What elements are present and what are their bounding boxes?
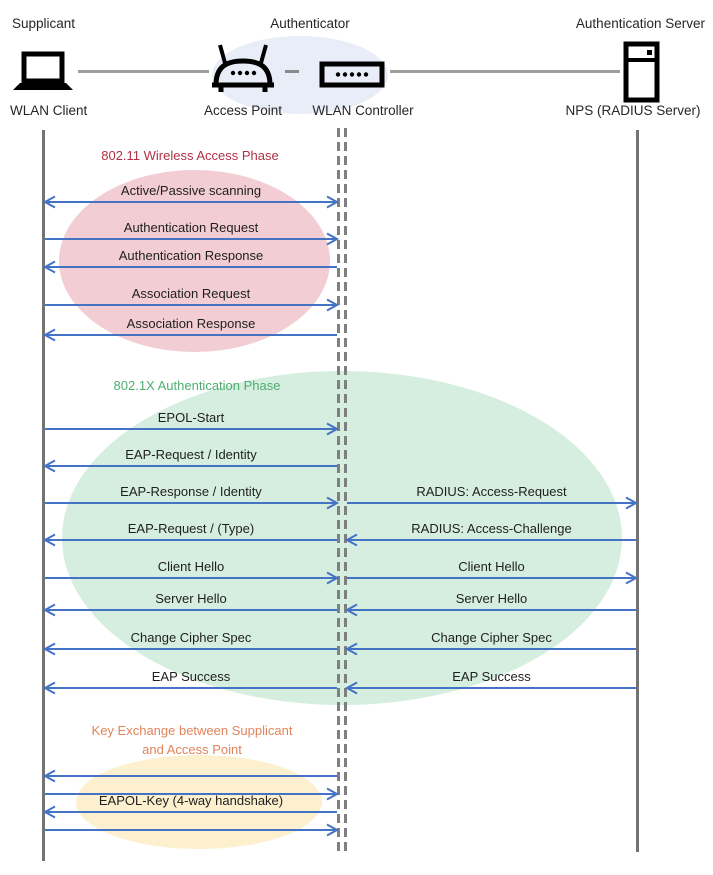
message-label: Server Hello bbox=[155, 591, 227, 606]
phase3-ellipse bbox=[76, 755, 322, 849]
arrowhead-left bbox=[45, 644, 55, 655]
phase1-ellipse bbox=[59, 170, 330, 352]
message-label: Server Hello bbox=[455, 591, 528, 606]
message-label: EAP Success bbox=[452, 669, 531, 684]
arrowhead-left bbox=[45, 683, 55, 694]
device-label-wlan-controller: WLAN Controller bbox=[312, 103, 414, 118]
arrowhead-left bbox=[45, 262, 55, 273]
device-label-access-point: Access Point bbox=[203, 103, 283, 118]
arrowhead-right bbox=[626, 498, 636, 509]
message-label: Change Cipher Spec bbox=[130, 630, 252, 645]
message-label: Client Hello bbox=[458, 559, 525, 574]
message-label: Association Request bbox=[131, 286, 251, 301]
role-label-supplicant: Supplicant bbox=[12, 16, 76, 31]
arrowhead-left bbox=[45, 330, 55, 341]
lifeline-wlan-client bbox=[42, 130, 45, 861]
arrowhead-left bbox=[45, 461, 55, 472]
connector-controller-to-server bbox=[390, 70, 620, 73]
phase2-title: 802.1X Authentication Phase bbox=[113, 378, 281, 393]
arrowhead-left bbox=[45, 807, 55, 818]
role-label-authenticator: Authenticator bbox=[270, 16, 350, 31]
message-label: EAP-Request / (Type) bbox=[127, 521, 255, 536]
wlan-controller-icon bbox=[319, 61, 385, 93]
message-label: EPOL-Start bbox=[157, 410, 225, 425]
device-label-nps: NPS (RADIUS Server) bbox=[565, 103, 701, 118]
message-label: EAP-Request / Identity bbox=[125, 447, 257, 462]
server-icon bbox=[622, 41, 664, 108]
arrowhead-left bbox=[45, 535, 55, 546]
message-label: Authentication Request bbox=[123, 220, 259, 235]
arrowhead-right bbox=[327, 300, 337, 311]
arrowhead-right bbox=[327, 234, 337, 245]
message-label: Association Response bbox=[126, 316, 256, 331]
phase3-title: Key Exchange between Supplicant and Access Point bbox=[91, 723, 293, 757]
connector-ap-to-controller bbox=[285, 70, 299, 73]
lifeline-wlan-controller-dash-2 bbox=[344, 128, 347, 852]
role-label-authentication-server: Authentication Server bbox=[575, 16, 705, 31]
laptop-icon bbox=[11, 51, 75, 96]
connector-client-to-ap bbox=[78, 70, 209, 73]
arrowhead-left bbox=[45, 605, 55, 616]
message-label: EAPOL-Key (4-way handshake) bbox=[98, 793, 284, 808]
message-label: EAP-Response / Identity bbox=[120, 484, 262, 499]
arrowhead-right bbox=[327, 825, 337, 836]
phase2-ellipse bbox=[62, 371, 622, 705]
message-label: Change Cipher Spec bbox=[431, 630, 552, 645]
message-label: EAP Success bbox=[151, 669, 231, 684]
arrowhead-right bbox=[327, 789, 337, 800]
lifeline-wlan-controller-dash-1 bbox=[337, 128, 340, 852]
message-label: RADIUS: Access-Challenge bbox=[411, 521, 572, 536]
message-label: Active/Passive scanning bbox=[120, 183, 262, 198]
arrowhead-left bbox=[45, 197, 55, 208]
lifeline-nps-server bbox=[636, 130, 639, 852]
phase1-title: 802.11 Wireless Access Phase bbox=[101, 148, 279, 163]
message-label: Authentication Response bbox=[118, 248, 264, 263]
access-point-icon bbox=[209, 42, 277, 101]
message-label: Client Hello bbox=[157, 559, 225, 574]
arrowhead-right bbox=[327, 197, 337, 208]
arrowhead-right bbox=[626, 573, 636, 584]
message-label: RADIUS: Access-Request bbox=[416, 484, 567, 499]
arrowhead-left bbox=[45, 771, 55, 782]
device-label-wlan-client: WLAN Client bbox=[10, 103, 88, 118]
